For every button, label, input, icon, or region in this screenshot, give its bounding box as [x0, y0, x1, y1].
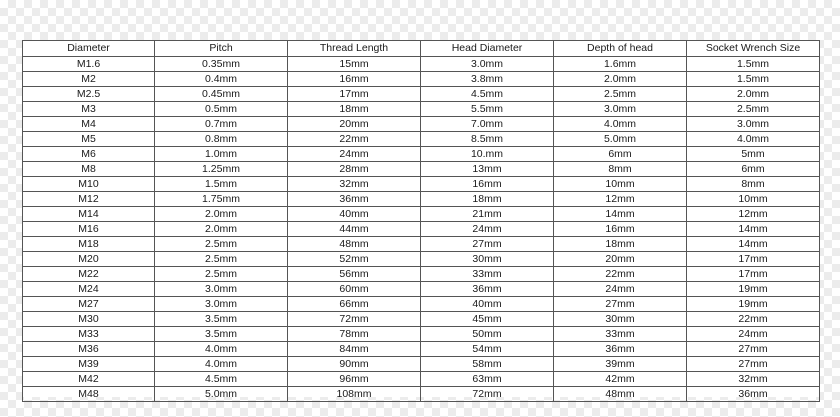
- socket-wrench-size-cell: 12mm: [687, 207, 820, 222]
- diameter-cell: M3: [23, 102, 155, 117]
- socket-wrench-size-cell: 6mm: [687, 162, 820, 177]
- table-body: [23, 57, 820, 402]
- column-header-pitch: Pitch: [155, 41, 288, 57]
- depth-of-head-cell: 20mm: [554, 252, 687, 267]
- depth-of-head-cell: 16mm: [554, 222, 687, 237]
- head-diameter-cell: 16mm: [421, 177, 554, 192]
- pitch-cell: 1.5mm: [155, 177, 288, 192]
- socket-wrench-size-cell: 4.0mm: [687, 132, 820, 147]
- pitch-cell: 0.8mm: [155, 132, 288, 147]
- thread-length-cell: 84mm: [288, 342, 421, 357]
- pitch-cell: 0.45mm: [155, 87, 288, 102]
- depth-of-head-cell: 48mm: [554, 387, 687, 402]
- socket-wrench-size-cell: 14mm: [687, 237, 820, 252]
- pitch-cell: 2.0mm: [155, 207, 288, 222]
- pitch-cell: 2.5mm: [155, 237, 288, 252]
- column-header-thread-length: Thread Length: [288, 41, 421, 57]
- depth-of-head-cell: 10mm: [554, 177, 687, 192]
- diameter-cell: M2: [23, 72, 155, 87]
- thread-length-cell: 56mm: [288, 267, 421, 282]
- table-row: [23, 327, 820, 342]
- depth-of-head-cell: 33mm: [554, 327, 687, 342]
- diameter-cell: M6: [23, 147, 155, 162]
- column-header-depth-of-head: Depth of head: [554, 41, 687, 57]
- diameter-cell: M39: [23, 357, 155, 372]
- thread-length-cell: 22mm: [288, 132, 421, 147]
- depth-of-head-cell: 14mm: [554, 207, 687, 222]
- table-row: [23, 192, 820, 207]
- diameter-cell: M12: [23, 192, 155, 207]
- socket-wrench-size-cell: 14mm: [687, 222, 820, 237]
- depth-of-head-cell: 4.0mm: [554, 117, 687, 132]
- thread-length-cell: 18mm: [288, 102, 421, 117]
- socket-wrench-size-cell: 10mm: [687, 192, 820, 207]
- head-diameter-cell: 58mm: [421, 357, 554, 372]
- diameter-cell: M42: [23, 372, 155, 387]
- head-diameter-cell: 7.0mm: [421, 117, 554, 132]
- table-row: [23, 342, 820, 357]
- table-row: [23, 387, 820, 402]
- diameter-cell: M4: [23, 117, 155, 132]
- head-diameter-cell: 3.8mm: [421, 72, 554, 87]
- head-diameter-cell: 8.5mm: [421, 132, 554, 147]
- socket-wrench-size-cell: 32mm: [687, 372, 820, 387]
- pitch-cell: 4.0mm: [155, 357, 288, 372]
- thread-length-cell: 66mm: [288, 297, 421, 312]
- pitch-cell: 0.4mm: [155, 72, 288, 87]
- pitch-cell: 4.0mm: [155, 342, 288, 357]
- pitch-cell: 3.0mm: [155, 297, 288, 312]
- depth-of-head-cell: 36mm: [554, 342, 687, 357]
- thread-length-cell: 60mm: [288, 282, 421, 297]
- pitch-cell: 3.0mm: [155, 282, 288, 297]
- depth-of-head-cell: 39mm: [554, 357, 687, 372]
- thread-length-cell: 52mm: [288, 252, 421, 267]
- head-diameter-cell: 36mm: [421, 282, 554, 297]
- table-row: [23, 147, 820, 162]
- diameter-cell: M5: [23, 132, 155, 147]
- diameter-cell: M24: [23, 282, 155, 297]
- pitch-cell: 1.75mm: [155, 192, 288, 207]
- table-row: [23, 312, 820, 327]
- pitch-cell: 2.0mm: [155, 222, 288, 237]
- diameter-cell: M33: [23, 327, 155, 342]
- pitch-cell: 4.5mm: [155, 372, 288, 387]
- head-diameter-cell: 40mm: [421, 297, 554, 312]
- thread-length-cell: 108mm: [288, 387, 421, 402]
- depth-of-head-cell: 1.6mm: [554, 57, 687, 72]
- diameter-cell: M8: [23, 162, 155, 177]
- depth-of-head-cell: 42mm: [554, 372, 687, 387]
- pitch-cell: 1.0mm: [155, 147, 288, 162]
- head-diameter-cell: 33mm: [421, 267, 554, 282]
- pitch-cell: 5.0mm: [155, 387, 288, 402]
- thread-length-cell: 90mm: [288, 357, 421, 372]
- socket-wrench-size-cell: 24mm: [687, 327, 820, 342]
- head-diameter-cell: 4.5mm: [421, 87, 554, 102]
- head-diameter-cell: 72mm: [421, 387, 554, 402]
- head-diameter-cell: 24mm: [421, 222, 554, 237]
- socket-wrench-size-cell: 5mm: [687, 147, 820, 162]
- head-diameter-cell: 50mm: [421, 327, 554, 342]
- table-row: [23, 207, 820, 222]
- thread-length-cell: 24mm: [288, 147, 421, 162]
- depth-of-head-cell: 18mm: [554, 237, 687, 252]
- diameter-cell: M48: [23, 387, 155, 402]
- head-diameter-cell: 30mm: [421, 252, 554, 267]
- thread-length-cell: 44mm: [288, 222, 421, 237]
- depth-of-head-cell: 3.0mm: [554, 102, 687, 117]
- socket-wrench-size-cell: 1.5mm: [687, 57, 820, 72]
- depth-of-head-cell: 22mm: [554, 267, 687, 282]
- diameter-cell: M2.5: [23, 87, 155, 102]
- socket-wrench-size-cell: 8mm: [687, 177, 820, 192]
- table-header: [23, 41, 820, 57]
- table-row: [23, 177, 820, 192]
- table-row: [23, 252, 820, 267]
- table-row: [23, 297, 820, 312]
- depth-of-head-cell: 2.0mm: [554, 72, 687, 87]
- pitch-cell: 2.5mm: [155, 267, 288, 282]
- table-row: [23, 102, 820, 117]
- thread-length-cell: 28mm: [288, 162, 421, 177]
- depth-of-head-cell: 24mm: [554, 282, 687, 297]
- depth-of-head-cell: 12mm: [554, 192, 687, 207]
- pitch-cell: 3.5mm: [155, 312, 288, 327]
- socket-wrench-size-cell: 3.0mm: [687, 117, 820, 132]
- table-row: [23, 372, 820, 387]
- column-header-socket-wrench-size: Socket Wrench Size: [687, 41, 820, 57]
- diameter-cell: M36: [23, 342, 155, 357]
- diameter-cell: M14: [23, 207, 155, 222]
- socket-wrench-size-cell: 19mm: [687, 297, 820, 312]
- depth-of-head-cell: 2.5mm: [554, 87, 687, 102]
- pitch-cell: 0.35mm: [155, 57, 288, 72]
- table-row: [23, 222, 820, 237]
- pitch-cell: 3.5mm: [155, 327, 288, 342]
- pitch-cell: 2.5mm: [155, 252, 288, 267]
- table-row: [23, 357, 820, 372]
- thread-length-cell: 15mm: [288, 57, 421, 72]
- depth-of-head-cell: 5.0mm: [554, 132, 687, 147]
- socket-wrench-size-cell: 36mm: [687, 387, 820, 402]
- diameter-cell: M30: [23, 312, 155, 327]
- table-row: [23, 57, 820, 72]
- depth-of-head-cell: 6mm: [554, 147, 687, 162]
- screw-size-table: [22, 40, 820, 402]
- thread-length-cell: 78mm: [288, 327, 421, 342]
- head-diameter-cell: 63mm: [421, 372, 554, 387]
- table-row: [23, 117, 820, 132]
- head-diameter-cell: 3.0mm: [421, 57, 554, 72]
- socket-wrench-size-cell: 17mm: [687, 252, 820, 267]
- column-header-head-diameter: Head Diameter: [421, 41, 554, 57]
- thread-length-cell: 48mm: [288, 237, 421, 252]
- diameter-cell: M1.6: [23, 57, 155, 72]
- thread-length-cell: 16mm: [288, 72, 421, 87]
- header-row: [23, 41, 820, 57]
- head-diameter-cell: 10.mm: [421, 147, 554, 162]
- head-diameter-cell: 13mm: [421, 162, 554, 177]
- diameter-cell: M18: [23, 237, 155, 252]
- diameter-cell: M27: [23, 297, 155, 312]
- table-row: [23, 237, 820, 252]
- head-diameter-cell: 45mm: [421, 312, 554, 327]
- head-diameter-cell: 18mm: [421, 192, 554, 207]
- table-row: [23, 87, 820, 102]
- column-header-diameter: Diameter: [23, 41, 155, 57]
- socket-wrench-size-cell: 2.0mm: [687, 87, 820, 102]
- socket-wrench-size-cell: 19mm: [687, 282, 820, 297]
- socket-wrench-size-cell: 27mm: [687, 357, 820, 372]
- head-diameter-cell: 27mm: [421, 237, 554, 252]
- pitch-cell: 1.25mm: [155, 162, 288, 177]
- thread-length-cell: 20mm: [288, 117, 421, 132]
- depth-of-head-cell: 8mm: [554, 162, 687, 177]
- table-row: [23, 267, 820, 282]
- thread-length-cell: 17mm: [288, 87, 421, 102]
- socket-wrench-size-cell: 27mm: [687, 342, 820, 357]
- head-diameter-cell: 5.5mm: [421, 102, 554, 117]
- socket-wrench-size-cell: 2.5mm: [687, 102, 820, 117]
- pitch-cell: 0.7mm: [155, 117, 288, 132]
- table-row: [23, 162, 820, 177]
- diameter-cell: M16: [23, 222, 155, 237]
- table-row: [23, 282, 820, 297]
- thread-length-cell: 96mm: [288, 372, 421, 387]
- diameter-cell: M10: [23, 177, 155, 192]
- thread-length-cell: 72mm: [288, 312, 421, 327]
- table-row: [23, 132, 820, 147]
- depth-of-head-cell: 27mm: [554, 297, 687, 312]
- depth-of-head-cell: 30mm: [554, 312, 687, 327]
- thread-length-cell: 32mm: [288, 177, 421, 192]
- socket-wrench-size-cell: 17mm: [687, 267, 820, 282]
- thread-length-cell: 36mm: [288, 192, 421, 207]
- head-diameter-cell: 54mm: [421, 342, 554, 357]
- diameter-cell: M22: [23, 267, 155, 282]
- pitch-cell: 0.5mm: [155, 102, 288, 117]
- head-diameter-cell: 21mm: [421, 207, 554, 222]
- spec-sheet: [22, 40, 819, 400]
- table-row: [23, 72, 820, 87]
- diameter-cell: M20: [23, 252, 155, 267]
- socket-wrench-size-cell: 22mm: [687, 312, 820, 327]
- thread-length-cell: 40mm: [288, 207, 421, 222]
- socket-wrench-size-cell: 1.5mm: [687, 72, 820, 87]
